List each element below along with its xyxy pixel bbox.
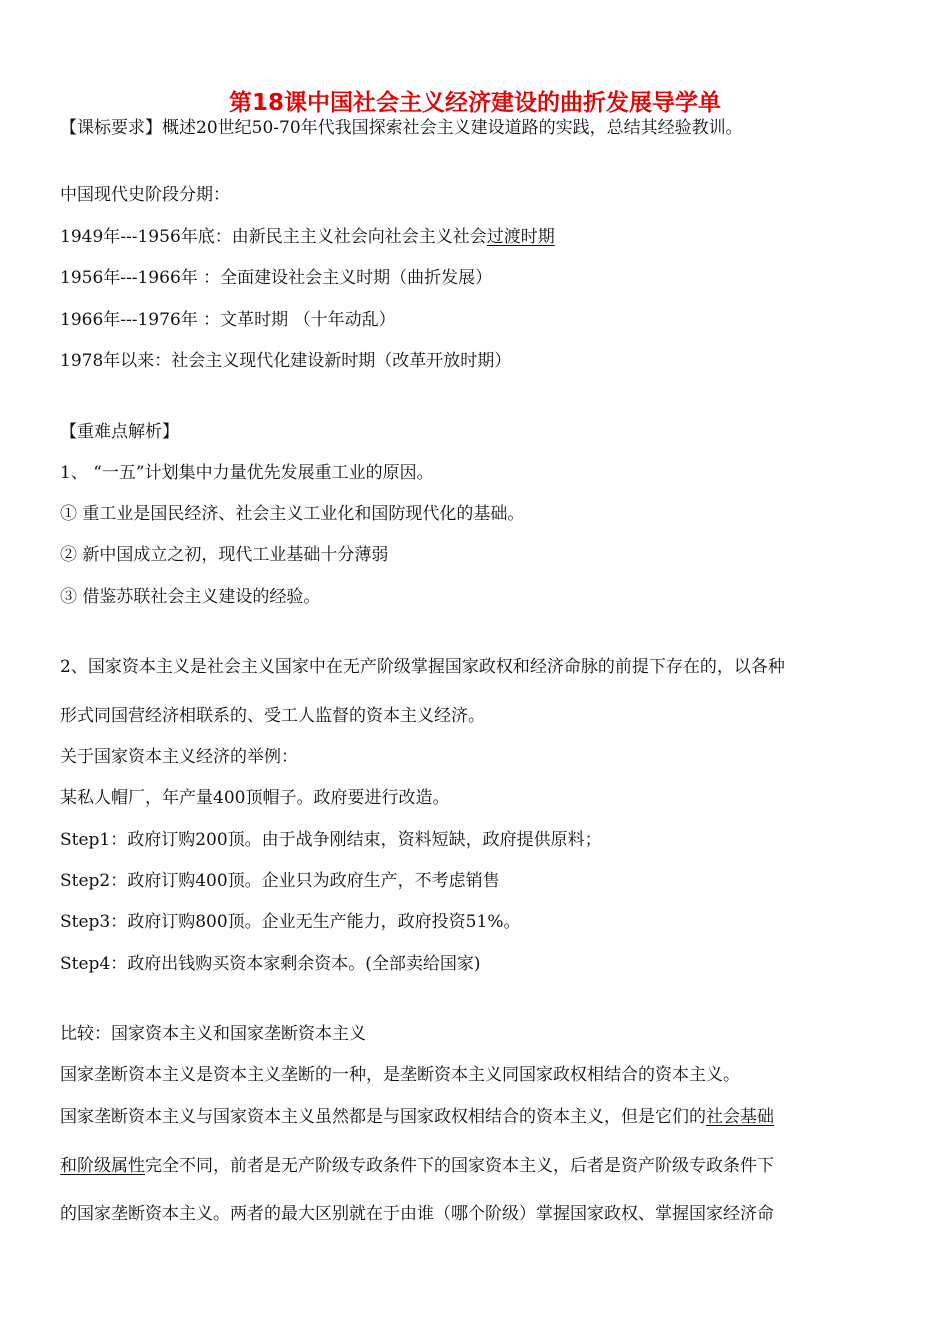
curriculum-requirement: 【课标要求】概述20世纪50-70年代我国探索社会主义建设道路的实践，总结其经验教训。 [60, 118, 743, 138]
compare-line: 国家垄断资本主义是资本主义垄断的一种，是垄断资本主义同国家政权相结合的资本主义。 [60, 1065, 740, 1085]
period-item: 1966年---1976年 ：文革时期 （十年动乱） [60, 310, 396, 330]
point1-title: 1、 “一五”计划集中力量优先发展重工业的原因。 [60, 463, 434, 483]
point1-item: ② 新中国成立之初，现代工业基础十分薄弱 [60, 545, 389, 565]
period-item: 1956年---1966年 ：全面建设社会主义时期（曲折发展） [60, 268, 493, 288]
example-heading: 关于国家资本主义经济的举例： [60, 747, 298, 767]
period-underlined-term: 过渡时期 [486, 227, 555, 247]
compare-text: 完全不同，前者是无产阶级专政条件下的国家资本主义，后者是资产阶级专政条件下 [145, 1156, 774, 1176]
example-intro: 某私人帽厂，年产量400顶帽子。政府要进行改造。 [60, 788, 450, 808]
period-text: 1949年---1956年底：由新民主主义社会向社会主义社会 [60, 227, 487, 247]
compare-text: 国家垄断资本主义与国家资本主义虽然都是与国家政权相结合的资本主义，但是它们的 [60, 1107, 706, 1127]
point2-paragraph-line: 2、国家资本主义是社会主义国家中在无产阶级掌握国家政权和经济命脉的前提下存在的，以各种 [60, 657, 785, 677]
point1-item: ① 重工业是国民经济、社会主义工业化和国防现代化的基础。 [60, 504, 525, 524]
period-item: 1978年以来：社会主义现代化建设新时期（改革开放时期） [60, 351, 512, 371]
example-step: Step1：政府订购200顶。由于战争刚结束，资料短缺，政府提供原料； [60, 830, 602, 850]
compare-line [60, 1106, 774, 1128]
periods-heading: 中国现代史阶段分期： [60, 185, 230, 205]
example-step: Step2：政府订购400顶。企业只为政府生产，不考虑销售 [60, 871, 500, 891]
compare-line [60, 1155, 774, 1177]
example-step: Step4：政府出钱购买资本家剩余资本。(全部卖给国家) [60, 954, 481, 974]
compare-heading: 比较：国家资本主义和国家垄断资本主义 [60, 1024, 366, 1044]
point1-item: ③ 借鉴苏联社会主义建设的经验。 [60, 587, 321, 607]
compare-line: 的国家垄断资本主义。两者的最大区别就在于由谁（哪个阶级）掌握国家政权、掌握国家经济命 [60, 1204, 774, 1224]
compare-underlined-term: 和阶级属性 [60, 1156, 145, 1176]
compare-underlined-term: 社会基础 [706, 1107, 774, 1127]
period-item [60, 226, 555, 248]
document-title: 第18课中国社会主义经济建设的曲折发展导学单 [228, 90, 721, 116]
example-step: Step3：政府订购800顶。企业无生产能力，政府投资51%。 [60, 912, 521, 932]
point2-paragraph-line: 形式同国营经济相联系的、受工人监督的资本主义经济。 [60, 706, 485, 726]
analysis-heading: 【重难点解析】 [60, 422, 179, 442]
